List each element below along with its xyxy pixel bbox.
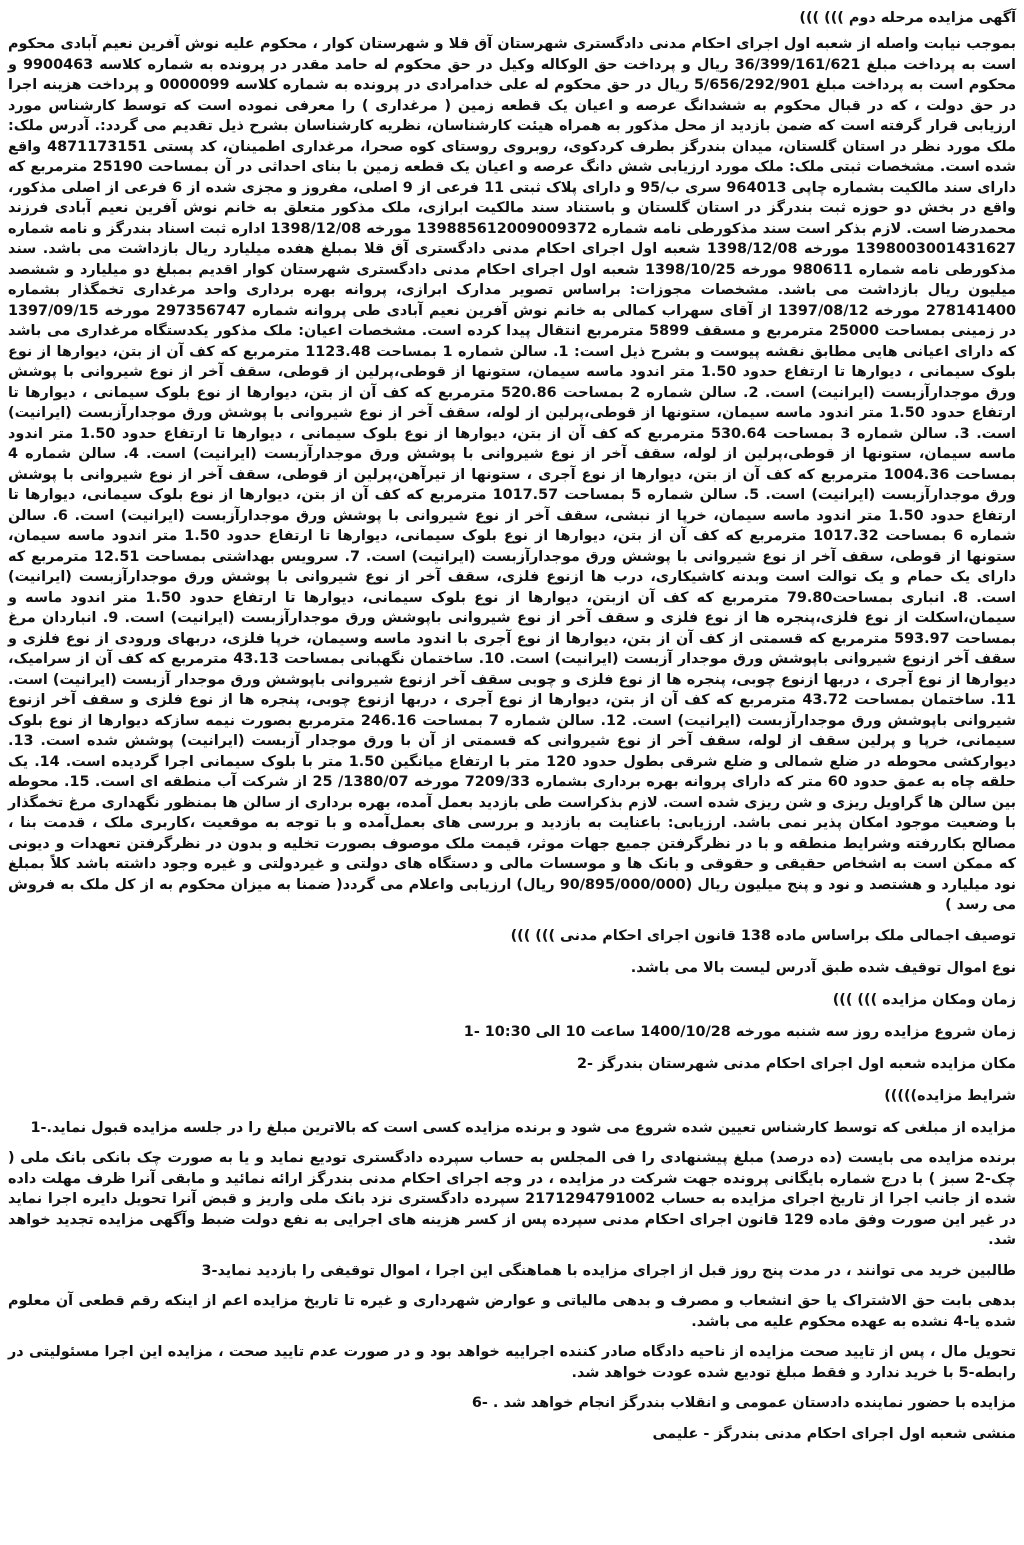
conditions-heading: شرایط مزایده)))))	[884, 1087, 1016, 1104]
auction-place-line: مکان مزایده شعبه اول اجرای احکام مدنی شهرستان بندرگز -2	[577, 1055, 1016, 1072]
condition-item-3: طالبین خرید می توانند ، در مدت پنج روز قبل از اجرای مزایده با هماهنگی این اجرا ، اموال توقیفی را بازدید نماید-3	[201, 1262, 1016, 1279]
condition-item-4: بدهی بابت حق الاشتراک یا حق انشعاب و مصرف و بدهی مالیاتی و عوارض شهرداری و غیره تا تاریخ مزایده اعم از اینکه رقم قطعی آن معلوم شده یا-4 نشده به عهده محکوم علیه می باشد.	[8, 1293, 1016, 1330]
property-summary-heading: توصیف اجمالی ملک براساس ماده 138 قانون اجرای احکام مدنی ))) )))	[510, 927, 1016, 944]
property-summary-text: نوع اموال توقیف شده طبق آدرس لیست بالا می باشد.	[630, 959, 1016, 976]
time-place-heading: زمان ومکان مزایده ))) )))	[832, 991, 1016, 1008]
clerk-signature-line: منشی شعبه اول اجرای احکام مدنی بندرگز - علیمی	[652, 1425, 1016, 1442]
notice-title: آگهی مزایده مرحله دوم ))) )))	[799, 10, 1016, 26]
condition-item-6: مزایده با حضور نماینده دادستان عمومی و انقلاب بندرگز انجام خواهد شد . -6	[471, 1395, 1016, 1411]
condition-item-5: تحویل مال ، پس از تایید صحت مزایده از ناحیه دادگاه صادر کننده اجراییه خواهد بود و در صورت عدم تایید صحت ، مزایده این اجرا مسئولیتی در رابطه-5 با خرید ندارد و فقط مبلغ تودیع شده عودت خواهد شد.	[8, 1344, 1016, 1381]
notice-body-paragraph: بموجب نیابت واصله از شعبه اول اجرای احکام مدنی دادگستری شهرستان آق قلا و شهرستان کوار ، محکوم علیه نوش آفرین نعیم آبادی محکوم است به پرداخت مبلغ 36/399/161/621 ریال و پرداخت حق الوکاله وکیل در حق محکوم له حامد مقدر در پرونده به شماره کلاسه 9900463 و محکوم است به پرداخت مبلغ 5/656/292/901 ریال در حق محکوم له علی خدامرادی در پرونده به شماره کلاسه 0000099 و پرداخت هزینه اجرا در حق دولت ، که در قبال محکوم به ششدانگ عرصه و اعیان یک قطعه زمین ( مرغداری ) را معرفی نموده است که توسط کارشناس مورد ارزیابی قرار گرفته است که ضمن بازدید از محل مذکور به همراه هیئت کارشناسان، نظریه کارشناسان بشرح ذیل تقدیم می گردد:. آدرس ملک: ملک مورد نظر در استان گلستان، میدان بندرگز بطرف کردکوی، روبروی روستای کوه صحرا، مرغداری اطمینان، کد پستی 4871173151 واقع شده است. مشخصات ثبتی ملک: ملک مورد ارزیابی شش دانگ عرصه و اعیان یک قطعه زمین با بنای احداثی در آن بمساحت 25190 مترمربع که دارای سند مالکیت بشماره چاپی 964013 سری ب/95 و دارای پلاک ثبتی 11 فرعی از 9 اصلی، مفروز و مجزی شده از 6 فرعی از اصلی مذکور، واقع در بخش دو حوزه ثبت بندرگز در استان گلستان و باستناد سند مالکیت ابرازی، ملک مذکور متعلق به خانم نوش آفرین نعیم آبادی فرزند محمدرضا است. لازم بذکر است سند مذکورطی نامه شماره 139885612009009372 مورخه 1398/12/08 اداره ثبت اسناد بندرگز و نامه شماره 1398003001431627 مورخه 1398/12/08 شعبه اول اجرای احکام مدنی دادگستری آق قلا بمبلغ هفده میلیارد ریال بازداشت می باشد. سند مذکورطی نامه شماره 980611 مورخه 1398/10/25 شعبه اول اجرای احکام مدنی دادگستری شهرستان کوار اقدیم بمبلغ دو میلیارد و ششصد میلیون ریال بازداشت می باشد. مشخصات مجوزات: براساس تصویر مدارک ابرازی، پروانه بهره برداری واحد مرغداری تخمگذار بشماره 278141400 مورخه 1397/08/12 از آقای سهراب کمالی به خانم نوش آفرین نعیم آبادی طی پروانه شماره 297356747 مورخه 1397/09/15 در زمینی بمساحت 25000 مترمربع و مسقف 5899 مترمربع انتقال پیدا کرده است. مشخصات اعیان: ملک مذکور یکدستگاه مرغداری می باشد که دارای اعیانی هایی مطابق نقشه پیوست و بشرح ذیل است: 1. سالن شماره 1 بمساحت 1123.48 مترمربع که کف آن از بتن، دیوارها از نوع بلوک سیمانی ، دیوارها تا ارتفاع حدود 1.50 متر اندود ماسه سیمان، ستونها از قوطی،پرلین از قوطی، سقف آخر از نوع شیروانی با پوشش ورق موجدارآزبست (ایرانیت) است. 2. سالن شماره 2 بمساحت 520.86 مترمربع که کف آن از بتن، دیوارها از نوع بلوک سیمانی ، دیوارها تا ارتفاع حدود 1.50 متر اندود ماسه سیمان، ستونها از قوطی،پرلین از لوله، سقف آخر از نوع شیروانی با پوشش ورق موجدارآزبست (ایرانیت) است. 3. سالن شماره 3 بمساحت 530.64 مترمربع که کف آن از بتن، دیوارها از نوع بلوک سیمانی ، دیوارها تا ارتفاع حدود 1.50 متر اندود ماسه سیمان، ستونها از قوطی،پرلین از لوله، سقف آخر از نوع شیروانی با پوشش ورق موجدارآزبست (ایرانیت) است. 4. سالن شماره 4 بمساحت 1004.36 مترمربع که کف آن از بتن، دیوارها از نوع آجری ، ستونها از تیرآهن،پرلین از قوطی، سقف آخر از نوع شیروانی با پوشش ورق موجدارآزبست (ایرانیت) است. 5. سالن شماره 5 بمساحت 1017.57 مترمربع که کف آن از بتن، دیوارها از نوع بلوک سیمانی، دیوارها تا ارتفاع حدود 1.50 متر اندود ماسه سیمان، خرپا از نبشی، سقف آخر از نوع شیروانی با پوشش ورق موجدارآزبست (ایرانیت) است. 6. سالن شماره 6 بمساحت 1017.32 مترمربع که کف آن از بتن، دیوارها از نوع بلوک سیمانی، دیوارها تا ارتفاع حدود 1.50 متر اندود ماسه سیمان، ستونها از قوطی، سقف آخر از نوع شیروانی با پوشش ورق موجدارآزبست (ایرانیت) است. 7. سرویس بهداشتی بمساحت 12.51 مترمربع که دارای یک حمام و یک توالت است وبدنه کاشیکاری، درب ها ازنوع فلزی، سقف آخر از نوع شیروانی با پوشش ورق موجدارآزبست (ایرانیت) است. 8. انباری بمساحت79.80 مترمربع که کف آن ازبتن، دیوارها از نوع بلوک سیمانی، دیوارها تا ارتفاع حدود 1.50 متر اندود ماسه و سیمان،اسکلت از نوع فلزی،پنجره ها از نوع فلزی و سقف آخر از نوع شیروانی باپوشش ورق موجدارآزبست (ایرانیت) است. 9. انباردان مرغ بمساحت 593.97 مترمربع که قسمتی از کف آن از بتن، دیوارها از نوع آجری با اندود ماسه وسیمان، خرپا فلزی، دربهای ورودی از نوع فلزی و سقف آخر ازنوع شیروانی باپوشش ورق موجدار آزبست (ایرانیت) است. 10. ساختمان نگهبانی بمساحت 43.13 مترمربع که کف آن از سرامیک، دیوارها از نوع آجری ، دربها ازنوع چوبی، پنجره ها از نوع فلزی و چوبی سقف آخر ازنوع شیروانی باپوشش ورق موجدار آزبست (ایرانیت) است. 11. ساختمان بمساحت 43.72 مترمربع که کف آن از بتن، دیوارها از نوع آجری ، دربها ازنوع چوبی، پنجره ها از نوع فلزی و سقف آخر ازنوع شیروانی باپوشش ورق موجدارآزبست (ایرانیت) است. 12. سالن شماره 7 بمساحت 246.16 مترمربع بصورت نیمه سازکه دیوارها از نوع بلوک سیمانی، خرپا و پرلین سقف از لوله، سقف آخر از نوع شیروانی که قسمتی از آن با ورق موجدار آزبست (ایرانیت) پوشش شده است. 13. دیوارکشی محوطه در ضلع شمالی و ضلع شرقی بطول حدود 120 متر با ارتفاع میانگین 1.50 متر با بلوک سیمانی اجرا گردیده است. 14. یک حلقه چاه به عمق حدود 60 متر که دارای پروانه بهره برداری بشماره 7209/33 مورخه 1380/07/ 25 از شرکت آب منطقه ای است. 15. محوطه بین سالن ها گراویل ریزی و شن ریزی شده است. لازم بذکراست طی بازدید بعمل آمده، بهره برداری از سالن ها بمنظور نگهداری مرغ تخمگذار با وضعیت موجود امکان پذیر نمی باشد. ارزیابی: باعنایت به بازدید و بررسی های بعمل‌آمده و با توجه به موقعیت ،کاربری ملک ، قدمت بنا ، مصالح بکاررفته وشرایط منطقه و با در نظرگرفتن جمیع جهات موثر، قیمت ملک موصوف بصورت تخلیه و بدون در نظرگرفتن تعهدات و دیونی که ممکن است به اشخاص حقیقی و حقوقی و بانک ها و موسسات مالی و دستگاه های دولتی و غیردولتی و غیره وجود داشته باشد کلاً بمبلغ نود میلیارد و هشتصد و نود و پنج میلیون ریال (90/895/000/000 ریال) ارزیابی واعلام می گردد( ضمنا به میزان محکوم به از کل ملک به فروش می رسد )	[8, 36, 1017, 913]
auction-time-line: زمان شروع مزایده روز سه شنبه مورخه 1400/10/28 ساعت 10 الی 10:30 -1	[463, 1023, 1016, 1040]
condition-item-2: برنده مزایده می بایست (ده درصد) مبلغ پیشنهادی را فی المجلس به حساب سپرده دادگستری تودیع نماید و یا به صورت چک بانکی بانک ملی ( چک-2 سبز ) با درج شماره بایگانی پرونده جهت شرکت در مزایده ، در وجه اجرای احکام مدنی بندرگز ارائه نمائید و مابقی آنرا ظرف مهلت داده شده از جانب اجرا از تاریخ اجرای مزایده به حساب 2171294791002 سپرده دادگستری نزد بانک ملی واریز و قبض آنرا تحویل دایره اجرا نماید در غیر این صورت وفق ماده 129 قانون اجرای احکام مدنی سپرده پس از کسر هزینه های اجرایی به نفع دولت ضبط وآگهی مزایده تجدید خواهد شد.	[8, 1150, 1017, 1248]
condition-item-1: مزایده از مبلغی که توسط کارشناس تعیین شده شروع می شود و برنده مزایده کسی است که بالاترین مبلغ را در جلسه مزایده قبول نماید.-1	[30, 1119, 1016, 1136]
